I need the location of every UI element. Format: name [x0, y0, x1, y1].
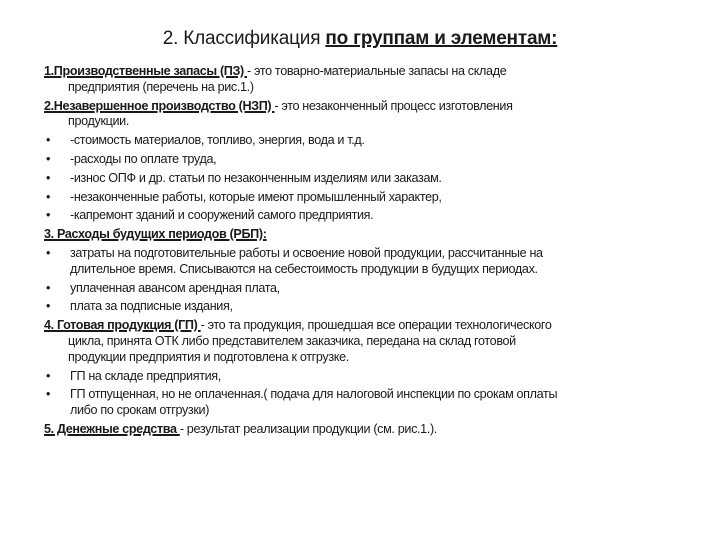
bullet-dot: • — [46, 189, 51, 204]
bullet-dot: • — [46, 151, 51, 166]
bullet-text: -стоимость материалов, топливо, энергия, вода и т.д. — [70, 133, 365, 148]
bullet-text: затраты на подготовительные работы и освоение новой продукции, рассчитанные на — [70, 245, 543, 260]
bullet-dot: • — [46, 280, 51, 295]
bullet-dot: • — [46, 245, 51, 260]
section-first-line — [44, 318, 704, 334]
bullet-text: -незаконченные работы, которые имеют промышленный характер, — [70, 189, 442, 204]
section-text: - это товарно-материальные запасы на складе — [247, 64, 507, 78]
bullet-item — [44, 171, 704, 187]
section-text-continuation: продукции. — [68, 114, 129, 129]
section-heading-item — [44, 227, 704, 243]
bullet-item — [44, 190, 704, 206]
bullet-text: ГП на складе предприятия, — [70, 368, 221, 383]
section-text: - это незаконченный процесс изготовления — [274, 98, 513, 113]
bullet-item — [44, 133, 704, 149]
section-heading-item — [44, 99, 704, 131]
bullet-item — [44, 299, 704, 315]
slide-content — [44, 64, 704, 441]
section-text: - это та продукция, прошедшая все операции технологического — [200, 318, 552, 333]
bullet-dot: • — [46, 133, 51, 148]
section-heading: 1.Производственные запасы (ПЗ) — [44, 64, 248, 78]
section-heading: 3. Расходы будущих периодов (РБП): — [44, 227, 267, 242]
bullet-dot: • — [46, 299, 51, 314]
bullet-item — [44, 369, 704, 385]
section-first-line — [44, 64, 704, 80]
bullet-text: уплаченная авансом арендная плата, — [70, 280, 280, 295]
bullet-item — [44, 281, 704, 297]
section-text-continuation: предприятия (перечень на рис.1.) — [68, 79, 254, 94]
bullet-text: плата за подписные издания, — [70, 299, 233, 314]
section-first-line — [44, 99, 704, 115]
section-heading-item — [44, 64, 704, 96]
bullet-dot: • — [46, 387, 51, 402]
slide-title — [0, 28, 720, 50]
bullet-text: -расходы по оплате труда, — [70, 151, 217, 166]
bullet-item — [44, 387, 704, 419]
bullet-text: -износ ОПФ и др. статьи по незаконченным изделиям или заказам. — [70, 170, 442, 185]
section-heading-item — [44, 422, 704, 438]
title-emphasis: по группам и элементам: — [325, 28, 558, 49]
bullet-dot: • — [46, 208, 51, 223]
bullet-item — [44, 246, 704, 278]
section-heading: 4. Готовая продукция (ГП) — [44, 318, 201, 333]
section-first-line — [44, 422, 704, 438]
section-text-continuation: цикла, принята ОТК либо представителем заказчика, передана на склад готовой — [68, 333, 516, 348]
section-text: - результат реализации продукции (см. рис.1.). — [179, 421, 437, 436]
bullet-text: -капремонт зданий и сооружений самого предприятия. — [70, 208, 374, 223]
bullet-text: длительное время. Списываются на себестоимость продукции в будущих периодах. — [70, 261, 538, 276]
title-prefix: 2. Классификация — [162, 28, 326, 49]
bullet-item — [44, 208, 704, 224]
section-text-continuation: продукции предприятия и подготовлена к отгрузке. — [68, 349, 349, 364]
section-heading-item — [44, 318, 704, 365]
bullet-item — [44, 152, 704, 168]
section-heading: 5. Денежные средства — [44, 421, 180, 436]
bullet-text: ГП отпущенная, но не оплаченная.( подача для налоговой инспекции по срокам оплаты — [70, 387, 558, 402]
bullet-dot: • — [46, 368, 51, 383]
section-first-line — [44, 227, 704, 243]
bullet-text: либо по срокам отгрузки) — [70, 403, 210, 418]
bullet-dot: • — [46, 170, 51, 185]
section-heading: 2.Незавершенное производство (НЗП) — [44, 98, 275, 113]
